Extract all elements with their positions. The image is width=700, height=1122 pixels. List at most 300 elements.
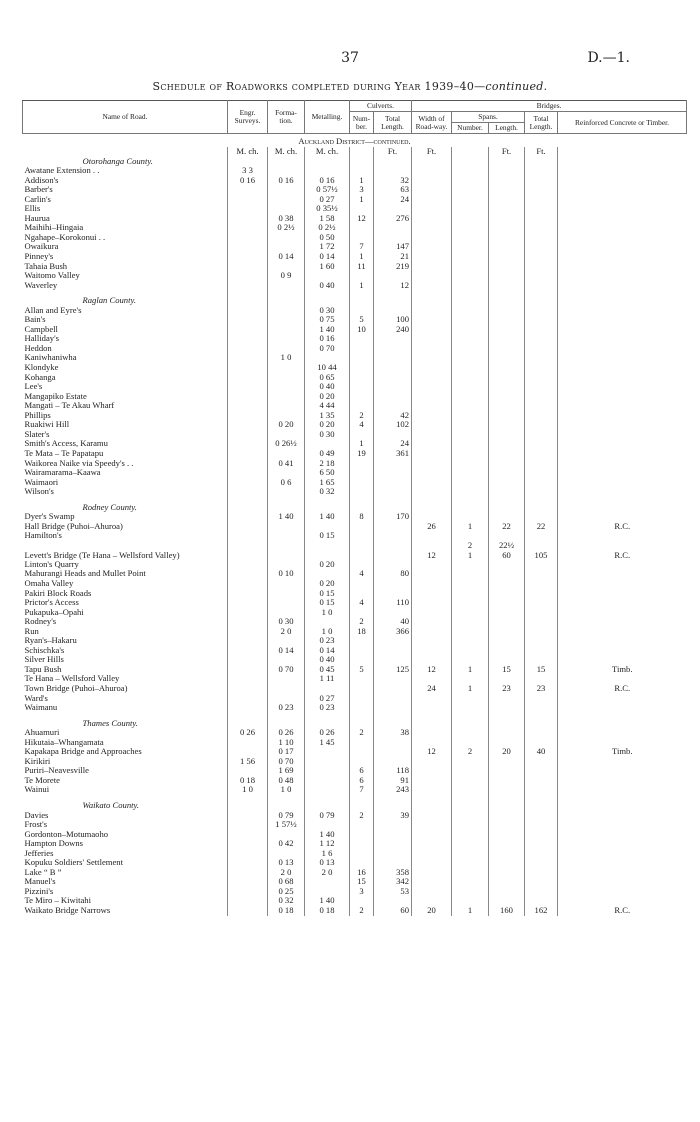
road-name: Kapakapa Bridge and Approaches (24, 747, 142, 757)
road-name: Waverley (24, 280, 58, 290)
construction (558, 459, 687, 469)
road-name: Addison's (24, 175, 59, 185)
metalling: 0 23 (305, 703, 350, 713)
table-row (23, 325, 687, 335)
construction (558, 858, 687, 868)
culvert-length (374, 560, 412, 570)
road-name: Frost's (24, 820, 48, 830)
formation: 0 48 (268, 776, 305, 786)
formation (268, 541, 305, 560)
bridge-width (412, 655, 452, 665)
span-number (452, 262, 489, 272)
bridge-width (412, 849, 452, 859)
culvert-number (350, 478, 374, 488)
culvert-number (350, 830, 374, 840)
culvert-number (350, 306, 374, 316)
table-row (23, 223, 687, 233)
span-length (489, 430, 525, 440)
culvert-number (350, 271, 374, 281)
culvert-number (350, 541, 374, 560)
culvert-length: 38 (374, 728, 412, 738)
span-length (489, 877, 525, 887)
culvert-number: 2 (350, 728, 374, 738)
engr-surveys (228, 242, 268, 252)
table-row (23, 849, 687, 859)
span-length (489, 858, 525, 868)
metalling: 1 6 (305, 849, 350, 859)
metalling: 0 27 (305, 195, 350, 205)
construction (558, 766, 687, 776)
formation: 0 42 (268, 839, 305, 849)
span-number: 2 1 (452, 541, 489, 560)
formation (268, 608, 305, 618)
engr-surveys (228, 382, 268, 392)
total-length (525, 420, 558, 430)
road-name: Slater's (24, 429, 50, 439)
total-length: 162 (525, 906, 558, 916)
total-length (525, 887, 558, 897)
formation: 2 0 (268, 868, 305, 878)
empty-cell (305, 296, 350, 306)
engr-surveys (228, 560, 268, 570)
engr-surveys: 1 56 (228, 757, 268, 767)
metalling: 1 0 (305, 608, 350, 618)
table-row (23, 195, 687, 205)
unit-label: Ft. (525, 147, 558, 157)
road-name: Pizzini's (24, 886, 54, 896)
table-row (23, 214, 687, 224)
total-length (525, 820, 558, 830)
total-length (525, 430, 558, 440)
span-number (452, 271, 489, 281)
metalling (305, 271, 350, 281)
header-culvert-length: Total Length. (374, 112, 412, 134)
metalling: 0 13 (305, 858, 350, 868)
table-row (23, 887, 687, 897)
road-name: Waikorea Naike via Speedy's . . (24, 458, 134, 468)
metalling (305, 785, 350, 795)
culvert-length (374, 344, 412, 354)
bridge-width (412, 459, 452, 469)
bridge-width (412, 608, 452, 618)
span-length (489, 766, 525, 776)
total-length: 23 (525, 684, 558, 694)
culvert-length: 243 (374, 785, 412, 795)
span-length (489, 589, 525, 599)
empty-cell (228, 296, 268, 306)
span-number (452, 896, 489, 906)
metalling: 0 27 (305, 694, 350, 704)
road-name: Davies (24, 810, 49, 820)
construction (558, 176, 687, 186)
culvert-length: 102 (374, 420, 412, 430)
metalling: 0 40 (305, 281, 350, 291)
table-row (23, 694, 687, 704)
metalling: 2 0 (305, 868, 350, 878)
bridge-width (412, 579, 452, 589)
empty-cell (228, 719, 268, 729)
formation (268, 598, 305, 608)
span-length (489, 306, 525, 316)
engr-surveys (228, 636, 268, 646)
span-number: 1 (452, 684, 489, 694)
culvert-length: 63 (374, 185, 412, 195)
span-length (489, 334, 525, 344)
construction (558, 877, 687, 887)
county-heading-row (23, 719, 687, 729)
empty-cell (412, 296, 452, 306)
culvert-number (350, 344, 374, 354)
road-name: Hall Bridge (Puhoi–Ahuroa) (24, 521, 123, 531)
engr-surveys (228, 420, 268, 430)
road-name: Pakiri Block Roads (24, 588, 92, 598)
empty-cell (489, 503, 525, 513)
engr-surveys (228, 334, 268, 344)
culvert-length: 12 (374, 281, 412, 291)
road-name: Hamilton's (24, 531, 62, 541)
total-length (525, 325, 558, 335)
table-row (23, 233, 687, 243)
total-length: 15 (525, 665, 558, 675)
total-length (525, 271, 558, 281)
metalling: 1 72 (305, 242, 350, 252)
metalling (305, 776, 350, 786)
total-length (525, 262, 558, 272)
table-row (23, 655, 687, 665)
span-length: 23 (489, 684, 525, 694)
span-number (452, 334, 489, 344)
total-length (525, 176, 558, 186)
total-length (525, 589, 558, 599)
unit-label: Ft. (412, 147, 452, 157)
culvert-number: 6 (350, 766, 374, 776)
empty-cell (452, 801, 489, 811)
metalling: 6 50 (305, 468, 350, 478)
formation: 0 9 (268, 271, 305, 281)
table-row (23, 839, 687, 849)
total-length (525, 569, 558, 579)
construction (558, 849, 687, 859)
metalling (305, 887, 350, 897)
bridge-width (412, 703, 452, 713)
road-name: Smith's Access, Karamu (24, 439, 108, 449)
culvert-number: 1 (350, 252, 374, 262)
culvert-number: 10 (350, 325, 374, 335)
span-length (489, 531, 525, 541)
table-row (23, 344, 687, 354)
span-length (489, 382, 525, 392)
metalling: 0 15 (305, 598, 350, 608)
span-number (452, 468, 489, 478)
construction (558, 252, 687, 262)
formation: 0 70 (268, 665, 305, 675)
formation: 0 26½ (268, 439, 305, 449)
bridge-width (412, 478, 452, 488)
span-number (452, 646, 489, 656)
engr-surveys (228, 598, 268, 608)
culvert-number: 4 (350, 569, 374, 579)
empty-cell (268, 801, 305, 811)
culvert-number: 1 (350, 195, 374, 205)
road-name: Waitomo Valley (24, 271, 80, 281)
span-number (452, 785, 489, 795)
road-name: Ahuamuri (24, 728, 60, 738)
road-name: Waikato Bridge Narrows (24, 906, 111, 916)
table-row (23, 439, 687, 449)
table-row (23, 868, 687, 878)
table-row (23, 315, 687, 325)
culvert-length (374, 531, 412, 541)
culvert-length: 53 (374, 887, 412, 897)
culvert-length (374, 271, 412, 281)
unit-label (452, 147, 489, 157)
construction (558, 636, 687, 646)
culvert-number (350, 430, 374, 440)
road-name: Omaha Valley (24, 578, 74, 588)
span-length (489, 728, 525, 738)
table-row (23, 589, 687, 599)
bridge-width (412, 877, 452, 887)
total-length (525, 204, 558, 214)
road-name: Mangati – Te Akau Wharf (24, 401, 115, 411)
header-span-number: Number. (452, 123, 489, 134)
unit-label: Ft. (489, 147, 525, 157)
metalling: 0 16 (305, 334, 350, 344)
span-length (489, 820, 525, 830)
bridge-width (412, 887, 452, 897)
span-number (452, 579, 489, 589)
culvert-number (350, 392, 374, 402)
culvert-number: 4 (350, 598, 374, 608)
formation: 0 20 (268, 420, 305, 430)
units-spacer (23, 147, 228, 157)
total-length (525, 896, 558, 906)
metalling: 1 65 (305, 478, 350, 488)
formation: 0 26 (268, 728, 305, 738)
empty-cell (525, 719, 558, 729)
engr-surveys (228, 617, 268, 627)
total-length (525, 598, 558, 608)
metalling: 1 35 (305, 411, 350, 421)
formation (268, 233, 305, 243)
construction (558, 315, 687, 325)
engr-surveys (228, 233, 268, 243)
bridge-width (412, 242, 452, 252)
culvert-number: 2 (350, 811, 374, 821)
engr-surveys (228, 252, 268, 262)
empty-cell (558, 503, 687, 513)
metalling: 0 75 (305, 315, 350, 325)
table-row (23, 728, 687, 738)
total-length (525, 411, 558, 421)
metalling (305, 757, 350, 767)
county-heading-row (23, 157, 687, 167)
engr-surveys (228, 579, 268, 589)
bridge-width (412, 868, 452, 878)
bridge-width: 24 (412, 684, 452, 694)
formation (268, 830, 305, 840)
culvert-number: 18 (350, 627, 374, 637)
culvert-length (374, 703, 412, 713)
total-length (525, 858, 558, 868)
span-length (489, 166, 525, 176)
span-length (489, 627, 525, 637)
bridge-width (412, 363, 452, 373)
construction (558, 896, 687, 906)
formation (268, 195, 305, 205)
table-row (23, 262, 687, 272)
culvert-length: 110 (374, 598, 412, 608)
empty-cell (305, 801, 350, 811)
bridge-width (412, 617, 452, 627)
empty-cell (525, 157, 558, 167)
engr-surveys: 0 16 (228, 176, 268, 186)
culvert-number (350, 738, 374, 748)
road-name: Tahaia Bush (24, 261, 68, 271)
bridge-width (412, 858, 452, 868)
formation: 0 16 (268, 176, 305, 186)
road-name: Levett's Bridge (Te Hana – Wellsford Valley) (24, 549, 180, 560)
span-number (452, 478, 489, 488)
road-name: Lee's (24, 382, 43, 392)
construction (558, 608, 687, 618)
span-length (489, 392, 525, 402)
span-length (489, 757, 525, 767)
road-name: Ruakiwi Hill (24, 420, 70, 430)
span-number (452, 223, 489, 233)
metalling: 0 30 (305, 430, 350, 440)
table-row (23, 665, 687, 675)
engr-surveys (228, 608, 268, 618)
metalling: 0 20 (305, 420, 350, 430)
formation: 1 40 (268, 512, 305, 522)
total-length (525, 166, 558, 176)
culvert-length (374, 830, 412, 840)
total-length (525, 439, 558, 449)
span-number (452, 233, 489, 243)
metalling: 0 49 (305, 449, 350, 459)
span-number (452, 757, 489, 767)
formation (268, 589, 305, 599)
total-length (525, 627, 558, 637)
metalling: 0 40 (305, 655, 350, 665)
bridge-width (412, 373, 452, 383)
road-name: Owaikura (24, 242, 59, 252)
header-culverts: Culverts. (350, 101, 412, 112)
page-number: 37 (341, 50, 359, 66)
total-length (525, 617, 558, 627)
construction (558, 401, 687, 411)
span-length (489, 468, 525, 478)
road-name: Ngahape–Korokonui . . (24, 232, 106, 242)
total-length (525, 344, 558, 354)
road-name: Te Morete (24, 775, 60, 785)
engr-surveys (228, 541, 268, 560)
formation: 0 25 (268, 887, 305, 897)
culvert-length (374, 306, 412, 316)
construction (558, 560, 687, 570)
construction (558, 185, 687, 195)
span-length (489, 315, 525, 325)
total-length (525, 195, 558, 205)
span-length (489, 560, 525, 570)
total-length (525, 674, 558, 684)
span-number (452, 252, 489, 262)
empty-cell (374, 296, 412, 306)
total-length (525, 233, 558, 243)
span-length (489, 887, 525, 897)
engr-surveys (228, 569, 268, 579)
culvert-length (374, 541, 412, 560)
culvert-length: 366 (374, 627, 412, 637)
construction: R.C. (558, 522, 687, 532)
county-heading: Thames County. (82, 718, 138, 728)
table-row (23, 896, 687, 906)
metalling: 0 14 (305, 252, 350, 262)
culvert-length: 219 (374, 262, 412, 272)
road-name: Linton's Quarry (24, 559, 79, 569)
empty-cell (374, 157, 412, 167)
span-length: 22½ 60 (489, 541, 525, 560)
formation (268, 315, 305, 325)
engr-surveys (228, 531, 268, 541)
road-name: Carlin's (24, 194, 51, 204)
engr-surveys (228, 204, 268, 214)
span-number (452, 420, 489, 430)
formation (268, 242, 305, 252)
engr-surveys (228, 195, 268, 205)
culvert-length: 40 (374, 617, 412, 627)
total-length (525, 738, 558, 748)
total-length (525, 560, 558, 570)
bridge-width (412, 569, 452, 579)
metalling: 0 79 (305, 811, 350, 821)
formation (268, 674, 305, 684)
engr-surveys (228, 738, 268, 748)
bridge-width: 12 (412, 665, 452, 675)
county-heading: Otorohanga County. (82, 156, 153, 166)
culvert-number (350, 757, 374, 767)
county-heading-row (23, 801, 687, 811)
formation (268, 522, 305, 532)
total-length (525, 487, 558, 497)
formation (268, 204, 305, 214)
culvert-length (374, 401, 412, 411)
span-number (452, 728, 489, 738)
construction (558, 703, 687, 713)
span-length (489, 617, 525, 627)
construction (558, 449, 687, 459)
total-length (525, 608, 558, 618)
total-length (525, 849, 558, 859)
engr-surveys (228, 185, 268, 195)
span-length (489, 569, 525, 579)
title-suffix: continued. (485, 80, 548, 93)
empty-cell (489, 719, 525, 729)
formation (268, 849, 305, 859)
engr-surveys (228, 262, 268, 272)
bridge-width (412, 315, 452, 325)
total-length (525, 512, 558, 522)
engr-surveys (228, 820, 268, 830)
table-row (23, 522, 687, 532)
metalling: 1 58 (305, 214, 350, 224)
formation: 0 18 (268, 906, 305, 916)
engr-surveys (228, 325, 268, 335)
formation (268, 401, 305, 411)
empty-cell (525, 503, 558, 513)
engr-surveys (228, 430, 268, 440)
